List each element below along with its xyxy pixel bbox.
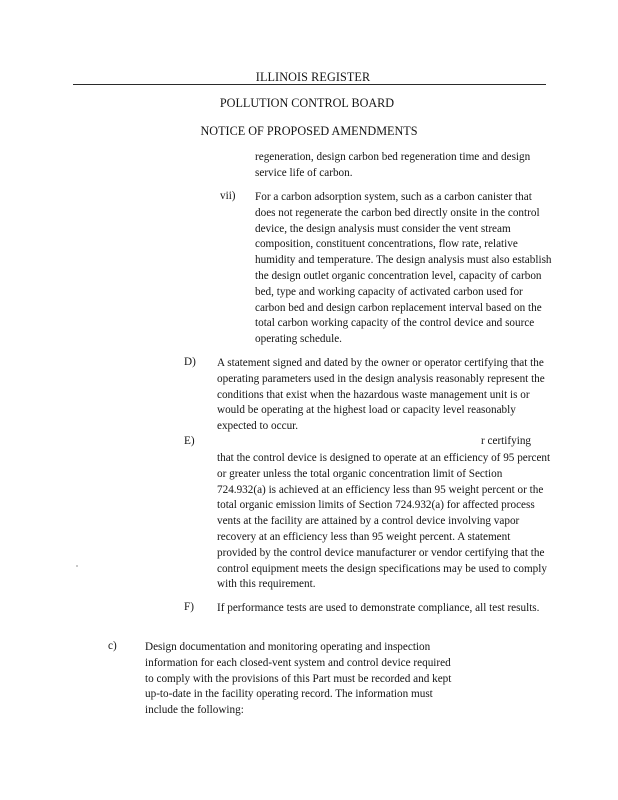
item-e-label: E) (184, 435, 195, 447)
item-c-text: Design documentation and monitoring operating and inspection information for each closed-vent system and control device required to comply with the provisions of this Part must be recorded and kept up-to-date in the facility operating record. The information must include the following: (145, 641, 452, 717)
item-vii-text: For a carbon adsorption system, such as a carbon canister that does not regenerate the carbon bed directly onsite in the control device, the design analysis must consider the vent stream composition, constituent concentrations, flow rate, relative humidity and temperature. The design analysis must also establish the design outlet organic concentration level, capacity of carbon bed, type and working capacity of activated carbon used for carbon bed and design carbon replacement interval based on the total carbon working capacity of the control device and source operating schedule. (255, 191, 552, 346)
item-d-label: D) (184, 356, 196, 368)
item-c-label: c) (108, 640, 117, 652)
item-vii-label: vii) (220, 190, 236, 202)
notice-title: NOTICE OF PROPOSED AMENDMENTS (200, 124, 418, 138)
scan-speck (76, 565, 78, 567)
header-rule (73, 84, 546, 85)
item-e-text: that the control device is designed to operate at an efficiency of 95 percent or greater unless the total organic concentration limit of Section 724.932(a) is achieved at an efficiency less than 95 weight percent or the total organic emission limits of Section 724.932(a) for affected process vents at the facility are attained by a control device involving vapor recovery at an efficiency less than 95 weight percent. A statement provided by the control device manufacturer or vendor certifying that the control equipment meets the design specifications may be used to comply with this requirement. (217, 452, 551, 591)
register-title: ILLINOIS REGISTER (255, 70, 371, 84)
item-f-label: F) (184, 601, 194, 613)
item-d-text: A statement signed and dated by the owner or operator certifying that the operating parameters used in the design analysis reasonably represent the conditions that exist when the hazardous waste management unit is or would be operating at the highest load or capacity level reasonably expected to occur. (217, 357, 545, 433)
continuation-paragraph: regeneration, design carbon bed regeneration time and design service life of carbon. (255, 151, 531, 179)
item-e-fragment: r certifying (481, 435, 532, 447)
item-f-text: If performance tests are used to demonstrate compliance, all test results. (217, 602, 540, 614)
board-name: POLLUTION CONTROL BOARD (219, 96, 395, 110)
